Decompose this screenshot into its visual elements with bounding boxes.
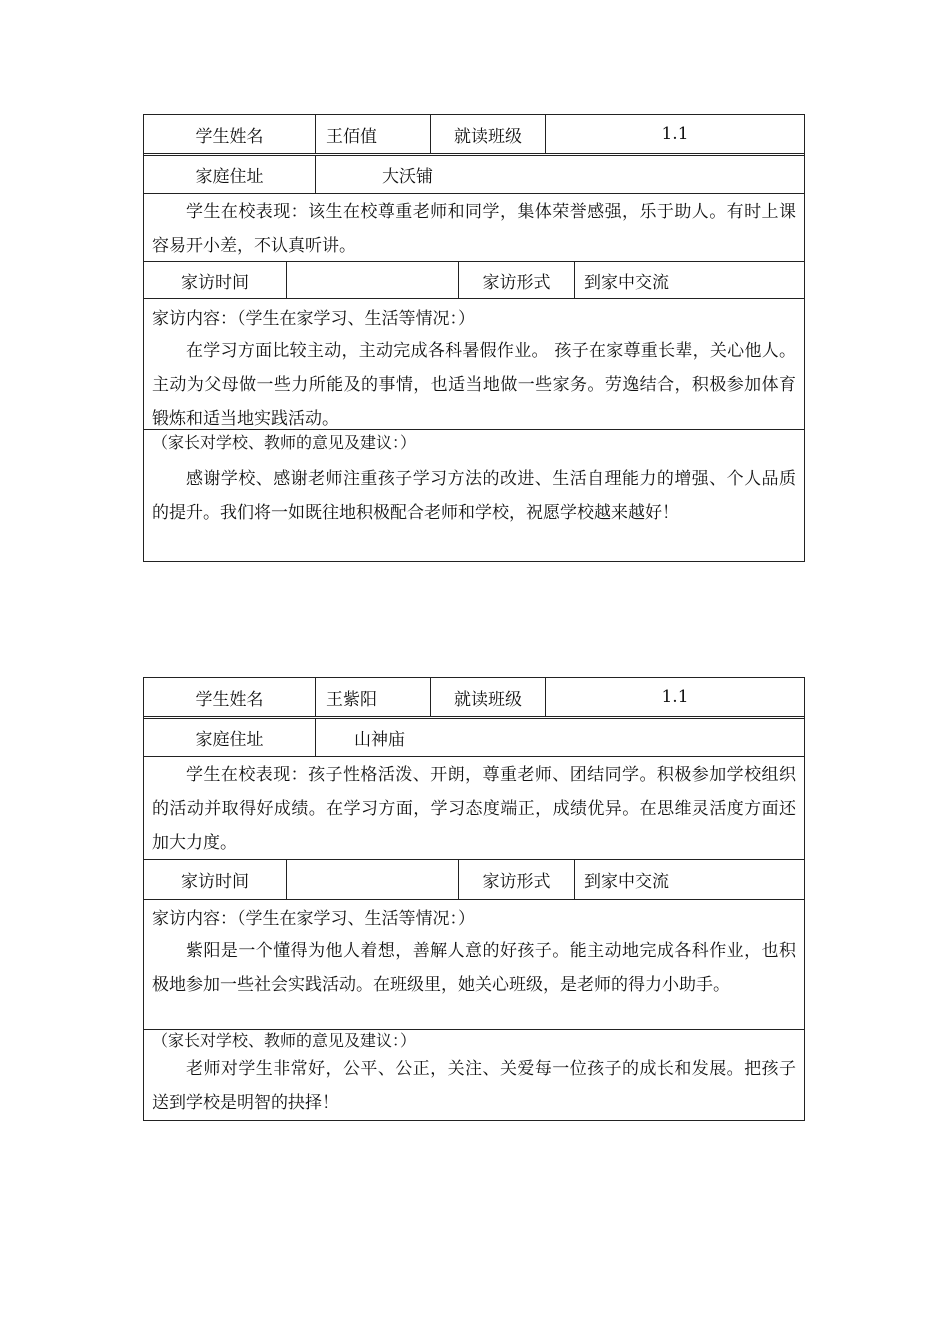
name-label: 学生姓名 [144, 115, 316, 153]
row-name-class [144, 678, 804, 719]
content-text: 紫阳是一个懂得为他人着想，善解人意的好孩子。能主动地完成各科作业，也积极地参加一些社会实践活动。在班级里，她关心班级，是老师的得力小助手。 [152, 941, 796, 995]
row-performance [144, 757, 804, 860]
row-content [144, 299, 804, 430]
visit-time-value [287, 860, 459, 899]
performance-text: 学生在校表现：该生在校尊重老师和同学，集体荣誉感强，乐于助人。有时上课容易开小差，不认真听讲。 [152, 202, 796, 256]
parent-text: 感谢学校、感谢老师注重孩子学习方法的改进、生活自理能力的增强、个人品质的提升。我们将一如既往地积极配合老师和学校，祝愿学校越来越好！ [152, 469, 796, 523]
name-label: 学生姓名 [144, 678, 316, 716]
parent-text: 老师对学生非常好，公平、公正，关注、关爱每一位孩子的成长和发展。把孩子送到学校是明智的抉择！ [152, 1059, 796, 1113]
visit-form-label: 家访形式 [459, 262, 575, 298]
parent-label: （家长对学校、教师的意见及建议：） [152, 433, 417, 452]
visit-time-label: 家访时间 [144, 262, 287, 298]
row-performance [144, 194, 804, 262]
parent-label: （家长对学校、教师的意见及建议：） [152, 1031, 417, 1050]
class-value: 1.1 [661, 124, 689, 144]
visit-time-label: 家访时间 [144, 860, 287, 899]
content-text: 在学习方面比较主动，主动完成各科暑假作业。 孩子在家尊重长辈，关心他人。主动为父母做一些力所能及的事情，也适当地做一些家务。劳逸结合，积极参加体育锻炼和适当地实践活动。 [152, 341, 796, 429]
performance-text: 学生在校表现：孩子性格活泼、开朗，尊重老师、团结同学。积极参加学校组织的活动并取得好成绩。在学习方面，学习态度端正，成绩优异。在思维灵活度方面还加大力度。 [152, 765, 796, 853]
student-name: 王佰值 [316, 115, 431, 153]
visit-form-value: 到家中交流 [584, 272, 669, 293]
row-visit [144, 860, 804, 900]
row-parent [144, 1030, 804, 1120]
content-label: 家访内容：（学生在家学习、生活等情况：） [152, 909, 475, 929]
address-label: 家庭住址 [144, 156, 316, 193]
home-visit-record-2 [143, 677, 805, 1121]
row-content [144, 900, 804, 1030]
visit-time-value [287, 262, 459, 298]
address-value: 大沃铺 [382, 167, 433, 187]
home-visit-record-1 [143, 114, 805, 562]
class-label: 就读班级 [431, 678, 546, 716]
row-parent [144, 430, 804, 561]
visit-form-label: 家访形式 [459, 860, 575, 899]
student-name: 王紫阳 [316, 678, 431, 716]
class-label: 就读班级 [431, 115, 546, 153]
address-label: 家庭住址 [144, 719, 316, 756]
row-address [144, 156, 804, 194]
content-label: 家访内容：（学生在家学习、生活等情况：） [152, 309, 475, 329]
visit-form-value: 到家中交流 [584, 872, 669, 892]
row-name-class [144, 115, 804, 156]
row-visit [144, 262, 804, 299]
class-value: 1.1 [661, 687, 689, 707]
address-value: 山神庙 [354, 730, 405, 750]
row-address [144, 719, 804, 757]
